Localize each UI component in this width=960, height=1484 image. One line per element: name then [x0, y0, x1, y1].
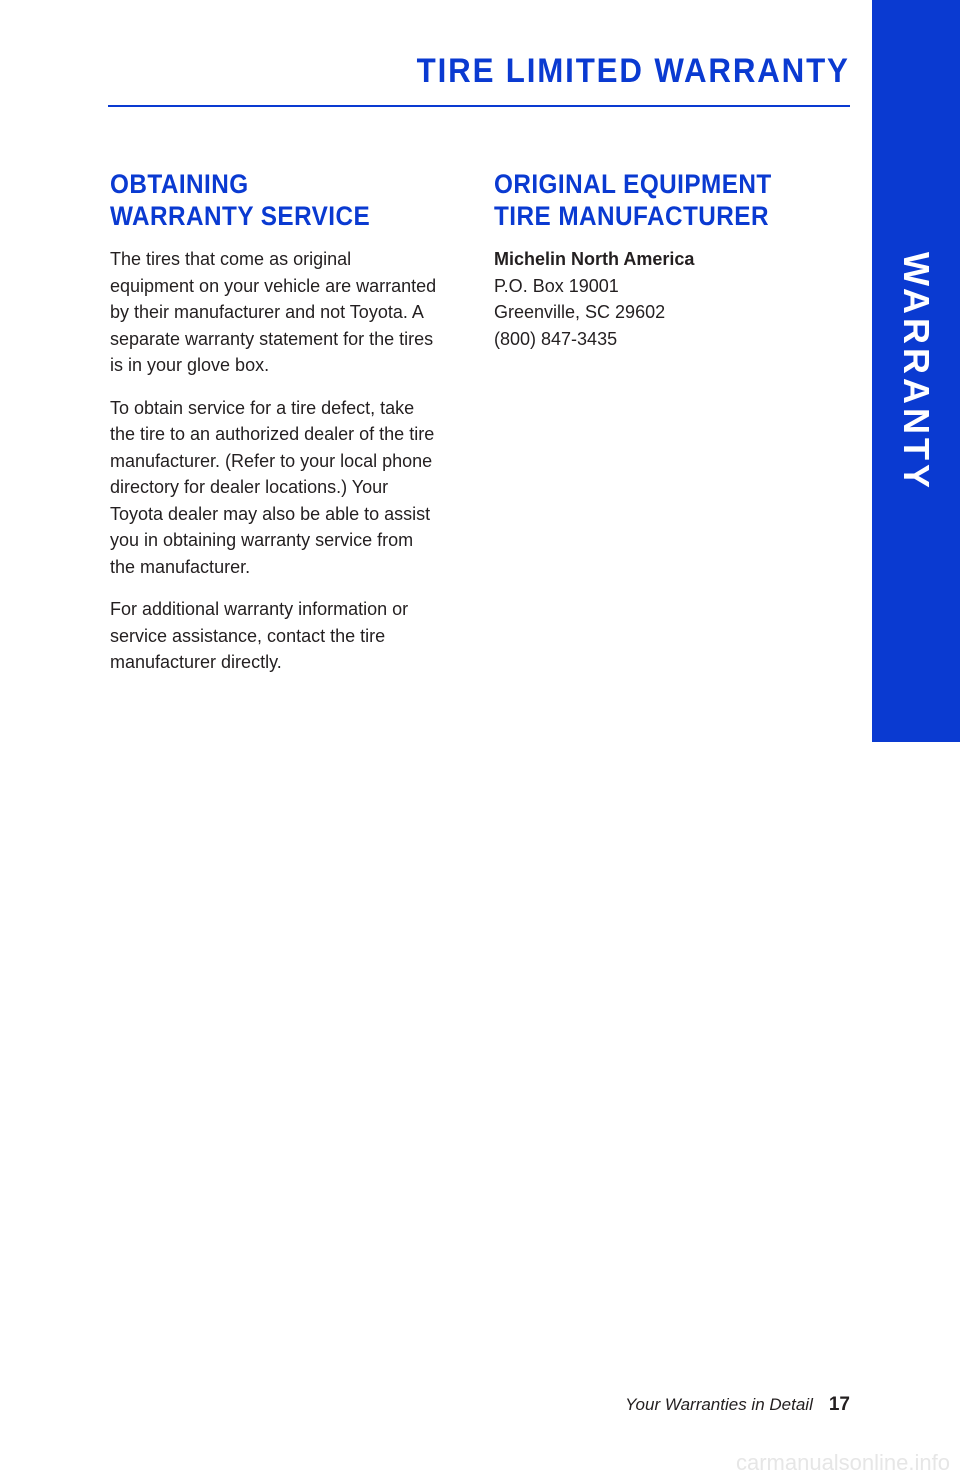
address-line: Greenville, SC 29602 — [494, 302, 666, 322]
footer-label: Your Warranties in Detail — [625, 1395, 813, 1414]
heading-line: TIRE MANUFACTURER — [494, 201, 769, 231]
paragraph: To obtain service for a tire defect, take the tire to an authorized dealer of the tire manufacturer. (Refer to your local phone directory for dealer locations.) Your Toyota dealer may also be able to assist you in obtaining warranty service from the manufacturer. — [110, 397, 435, 577]
paragraph: The tires that come as original equipment on your vehicle are warranted by their manufacturer and not Toyota. A separate warranty statement for the tires is in your glove box. — [110, 249, 437, 375]
manufacturer-name: Michelin North America — [494, 249, 695, 269]
paragraph: For additional warranty information or service assistance, contact the tire manufacturer directly. — [110, 599, 409, 672]
left-column — [110, 168, 440, 692]
page-title: TIRE LIMITED WARRANTY — [416, 52, 850, 90]
heading-line: WARRANTY SERVICE — [110, 201, 371, 231]
side-tab-label: WARRANTY — [896, 252, 937, 492]
page-footer — [625, 1394, 850, 1416]
section-heading-original-equipment-tire-manufacturer — [494, 168, 800, 232]
title-divider — [108, 105, 850, 107]
page-number: 17 — [828, 1394, 850, 1415]
section-heading-obtaining-warranty-service — [110, 168, 407, 232]
right-column — [494, 168, 834, 352]
manufacturer-address — [494, 246, 834, 352]
heading-line: ORIGINAL EQUIPMENT — [494, 169, 772, 199]
address-line: P.O. Box 19001 — [494, 275, 619, 296]
watermark: carmanualsonline.info — [735, 1450, 950, 1475]
phone-number: (800) 847-3435 — [494, 328, 618, 349]
heading-line: OBTAINING — [110, 169, 249, 199]
side-tab — [872, 0, 960, 742]
